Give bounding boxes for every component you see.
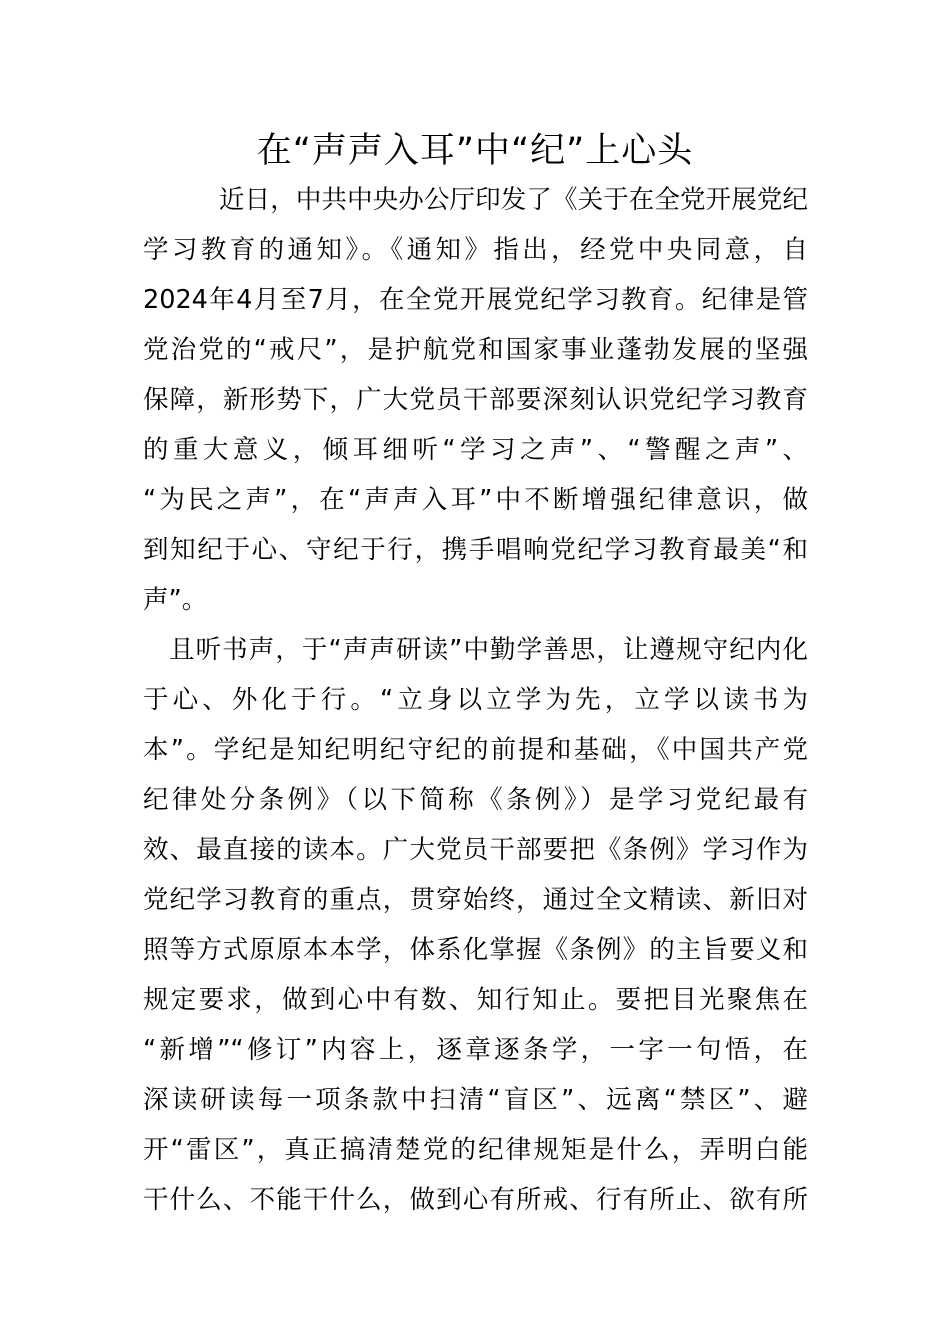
paragraph-line: “为民之声”，在“声声入耳”中不断增强纪律意识，做: [143, 485, 808, 515]
paragraph-line: 纪律处分条例》（以下简称《条例》）是学习党纪最有: [143, 785, 808, 815]
paragraph-line: 且听书声，于“声声研读”中勤学善思，让遵规守纪内化: [169, 635, 808, 665]
paragraph-line: 本”。学纪是知纪明纪守纪的前提和基础，《中国共产党: [143, 735, 808, 765]
paragraph-line: “新增”“修订”内容上，逐章逐条学，一字一句悟，在: [143, 1035, 808, 1065]
paragraph-line: 的重大意义，倾耳细听“学习之声”、“警醒之声”、: [143, 435, 808, 465]
paragraph-line: 深读研读每一项条款中扫清“盲区”、远离“禁区”、避: [143, 1085, 808, 1115]
document-body: [143, 175, 808, 1225]
paragraph-line: 党治党的“戒尺”，是护航党和国家事业蓬勃发展的坚强: [143, 335, 808, 365]
paragraph-line: 到知纪于心、守纪于行，携手唱响党纪学习教育最美“和: [143, 535, 808, 565]
paragraph-line: 开“雷区”，真正搞清楚党的纪律规矩是什么，弄明白能: [143, 1135, 808, 1165]
paragraph-line: 党纪学习教育的重点，贯穿始终，通过全文精读、新旧对: [143, 885, 808, 915]
paragraph-line: 于心、外化于行。“立身以立学为先，立学以读书为: [143, 685, 808, 715]
document-title: 在“声声入耳”中“纪”上心头: [256, 131, 694, 171]
paragraph-line: 学习教育的通知》。《通知》指出，经党中央同意，自: [143, 235, 808, 265]
paragraph-line: 效、最直接的读本。广大党员干部要把《条例》学习作为: [143, 835, 808, 865]
paragraph-line: 照等方式原原本本学，体系化掌握《条例》的主旨要义和: [143, 935, 808, 965]
paragraph-line: 近日，中共中央办公厅印发了《关于在全党开展党纪: [219, 185, 808, 215]
paragraph-line: 规定要求，做到心中有数、知行知止。要把目光聚焦在: [143, 985, 808, 1015]
paragraph-line: 保障，新形势下，广大党员干部要深刻认识党纪学习教育: [143, 385, 808, 415]
paragraph-line: 干什么、不能干什么，做到心有所戒、行有所止、欲有所: [143, 1185, 808, 1215]
paragraph-line: 2024年4月至7月，在全党开展党纪学习教育。纪律是管: [143, 285, 808, 315]
paragraph-line: 声”。: [143, 585, 208, 615]
